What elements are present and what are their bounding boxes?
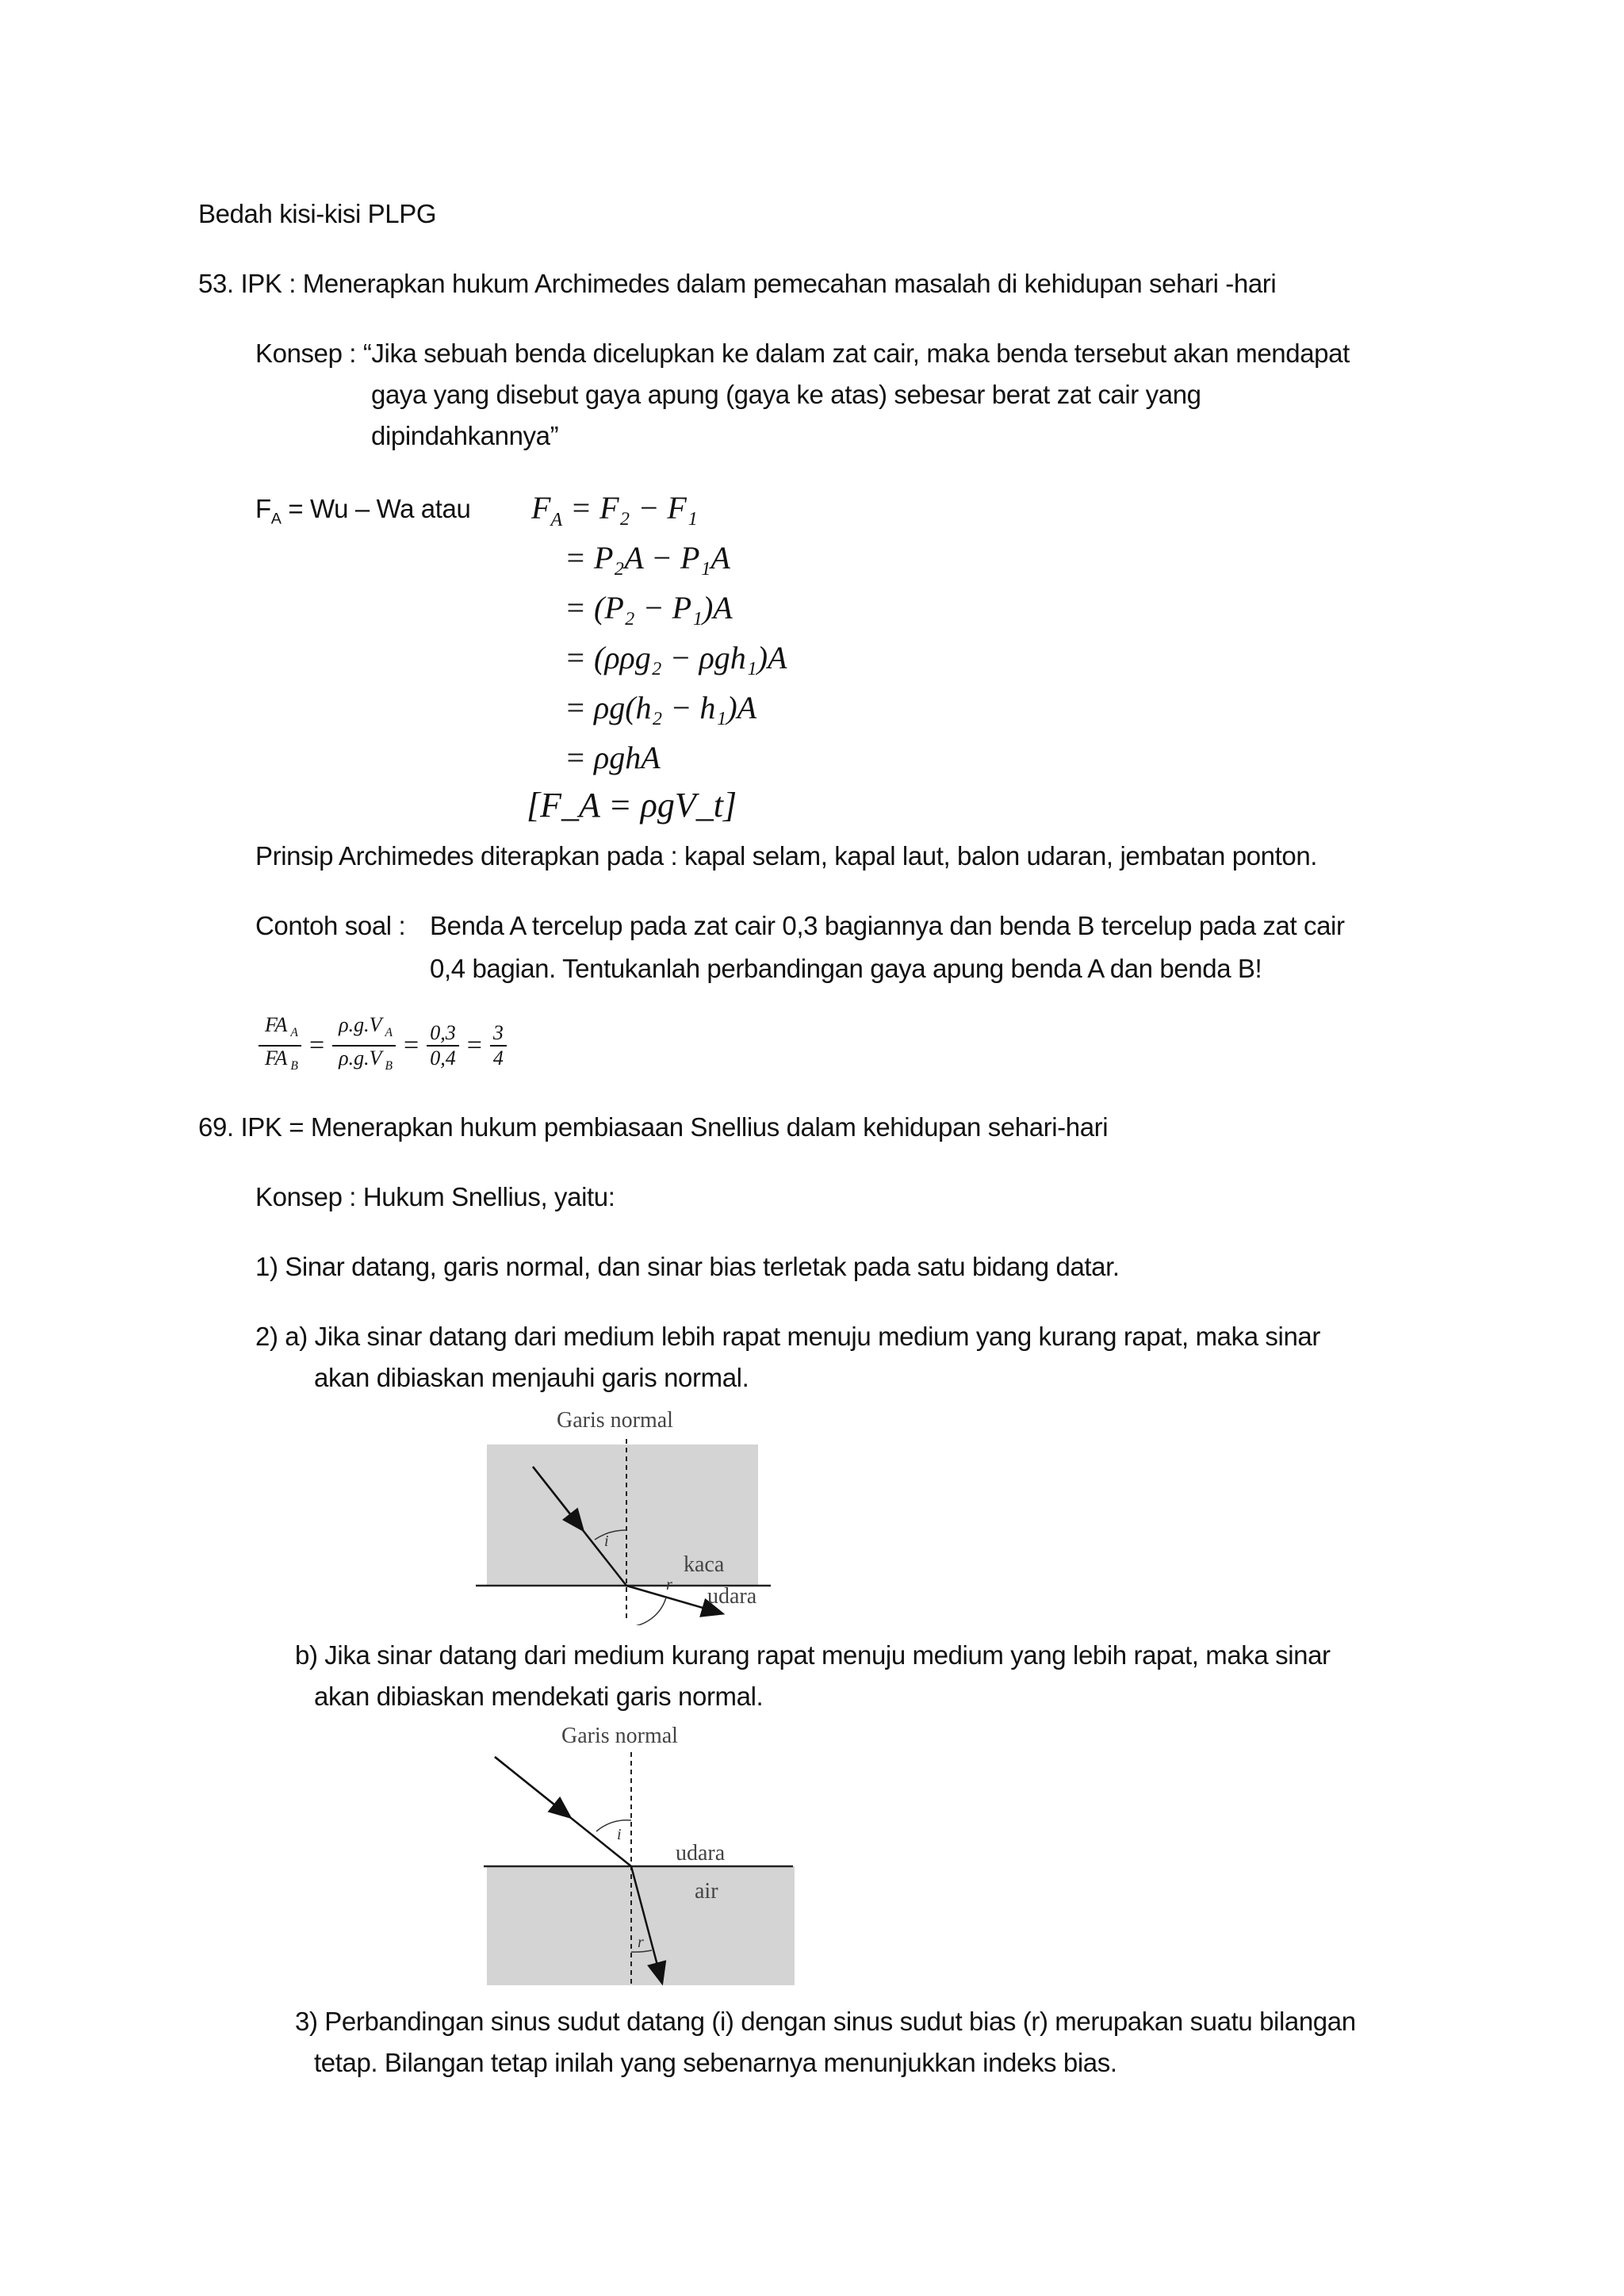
contoh-label: Contoh soal : bbox=[255, 911, 406, 940]
ratio-frac-4: $\frac{3}{4}$ bbox=[490, 1021, 507, 1070]
fig1-top-medium: kaca bbox=[684, 1552, 725, 1577]
fig2-bottom-medium: air bbox=[695, 1879, 718, 1904]
fig2-top-medium: udara bbox=[676, 1841, 726, 1866]
page-header: Bedah kisi-kisi PLPG bbox=[198, 199, 437, 228]
q53-konsep-line3: dipindahkannya” bbox=[371, 421, 559, 450]
deriv-line-1: $F_A = F_2 - F_1$ bbox=[531, 490, 698, 530]
deriv-line-7-boxed: [F_A = ρgV_t] bbox=[527, 786, 737, 825]
fig2-normal-label: Garis normal bbox=[561, 1724, 678, 1748]
contoh-line2: 0,4 bagian. Tentukanlah perbandingan gaya apung benda A dan benda B! bbox=[430, 954, 1262, 983]
fig1-normal-label: Garis normal bbox=[557, 1408, 673, 1433]
angle-r-arc bbox=[626, 1598, 666, 1625]
q53-konsep-line2: gaya yang disebut gaya apung (gaya ke atas) sebesar berat zat cair yang bbox=[371, 380, 1201, 409]
deriv-line-6: = ρghA bbox=[565, 740, 661, 775]
q69-konsep: Konsep : Hukum Snellius, yaitu: bbox=[255, 1182, 615, 1211]
angle-i-arc bbox=[596, 1820, 631, 1831]
refraction-diagram-air-water bbox=[476, 1720, 809, 1990]
q69-point2b-line2: akan dibiaskan mendekati garis normal. bbox=[314, 1682, 764, 1711]
fig2-angle-i: i bbox=[617, 1826, 622, 1843]
deriv-line-2: = P₂A − P₁A bbox=[565, 540, 730, 576]
formula-lead bbox=[255, 493, 470, 535]
contoh-line1: Benda A tercelup pada zat cair 0,3 bagiannya dan benda B tercelup pada zat cair bbox=[430, 911, 1345, 940]
refraction-diagram-glass-air bbox=[476, 1403, 793, 1625]
ratio-frac-2: $\frac{\rho.g.V _A}{\rho.g.V _B}$ bbox=[332, 1013, 396, 1078]
q69-point3-line1: 3) Perbandingan sinus sudut datang (i) dengan sinus sudut bias (r) merupakan suatu bilangan bbox=[295, 2007, 1356, 2036]
fig2-angle-r: r bbox=[638, 1934, 644, 1951]
deriv-line-5: = ρg(h₂ − h₁)A bbox=[565, 690, 757, 725]
q69-title: 69. IPK = Menerapkan hukum pembiasaan Snellius dalam kehidupan sehari-hari bbox=[198, 1112, 1109, 1142]
q69-point2a-line2: akan dibiaskan menjauhi garis normal. bbox=[314, 1363, 749, 1392]
q53-konsep-line1: Konsep : “Jika sebuah benda dicelupkan ke dalam zat cair, maka benda tersebut akan mendapat bbox=[255, 339, 1350, 368]
q69-point3-line2: tetap. Bilangan tetap inilah yang sebenarnya menunjukkan indeks bias. bbox=[314, 2048, 1117, 2077]
q53-title: 53. IPK : Menerapkan hukum Archimedes dalam pemecahan masalah di kehidupan sehari -hari bbox=[198, 269, 1277, 298]
ratio-equation: FA $_A$ FA $_B$ = $\frac{\rho.g.V _A}{\rho.g.V _B}$ = $\frac{0,3}{0,4}$ = $\frac{3}{4}$ bbox=[254, 1013, 511, 1078]
fig1-angle-i: i bbox=[604, 1533, 609, 1550]
q69-point2b-line1: b) Jika sinar datang dari medium kurang rapat menuju medium yang lebih rapat, maka sinar bbox=[295, 1640, 1331, 1670]
formula-lead-rest: = Wu – Wa atau bbox=[281, 494, 471, 523]
ratio-frac-1: FA $_A$ FA $_B$ bbox=[259, 1013, 301, 1078]
ratio-frac-3: $\frac{0,3}{0,4}$ bbox=[427, 1021, 459, 1070]
fig1-bottom-medium: udara bbox=[707, 1584, 757, 1609]
q69-point1: 1) Sinar datang, garis normal, dan sinar bias terletak pada satu bidang datar. bbox=[255, 1252, 1120, 1281]
fig1-angle-r: r bbox=[666, 1576, 672, 1594]
water-medium-region bbox=[487, 1866, 795, 1985]
deriv-line-4: = (ρρg₂ − ρgh₁)A bbox=[565, 640, 787, 675]
formula-lead-f: F bbox=[255, 494, 271, 523]
q53-prinsip: Prinsip Archimedes diterapkan pada : kapal selam, kapal laut, balon udaran, jembatan ponton. bbox=[255, 841, 1318, 871]
formula-lead-sub: A bbox=[270, 510, 282, 528]
incident-arrow bbox=[495, 1757, 563, 1812]
q69-point2a-line1: 2) a) Jika sinar datang dari medium lebih rapat menuju medium yang kurang rapat, maka sinar bbox=[255, 1322, 1320, 1351]
deriv-line-3: = (P₂ − P₁)A bbox=[565, 590, 733, 626]
